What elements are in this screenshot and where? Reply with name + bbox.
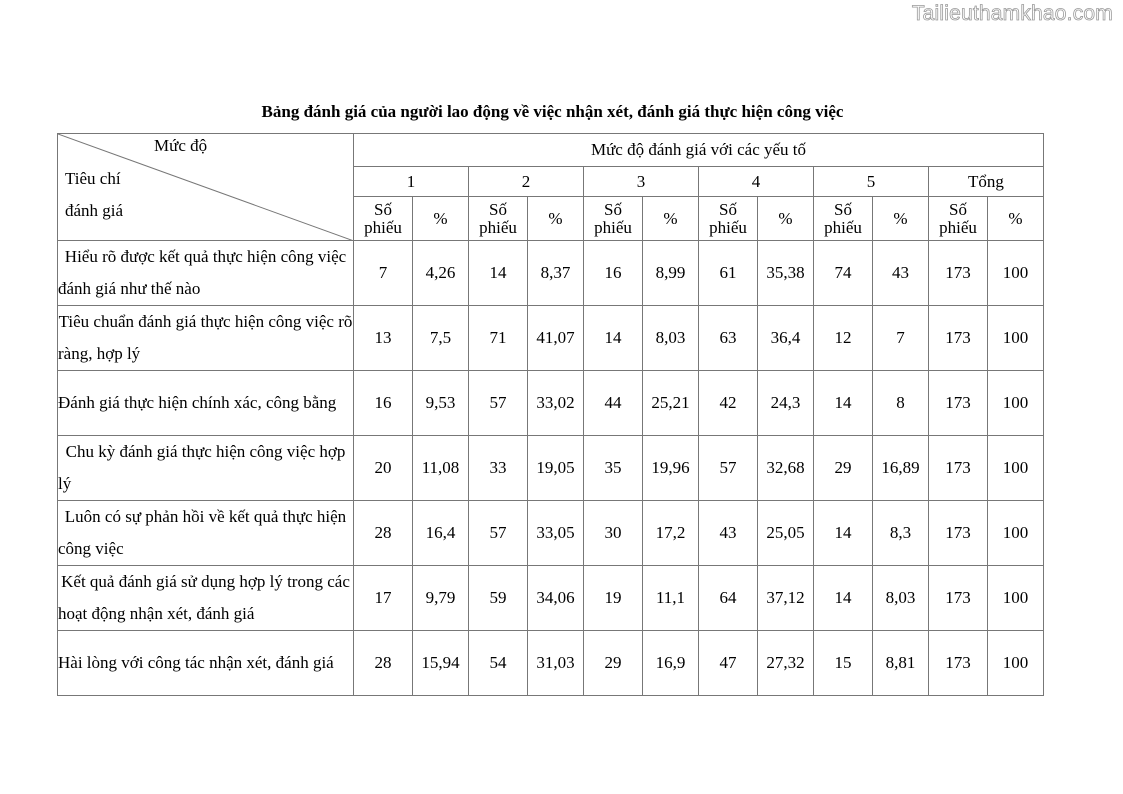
level-header-2: 2 (469, 167, 584, 197)
count-cell: 59 (469, 566, 528, 631)
percent-cell: 11,08 (413, 436, 469, 501)
percent-cell: 15,94 (413, 631, 469, 696)
level-axis-label: Mức độ (154, 136, 208, 155)
percent-cell: 100 (988, 566, 1044, 631)
count-cell: 17 (354, 566, 413, 631)
percent-cell: 4,26 (413, 241, 469, 306)
count-cell: 47 (699, 631, 758, 696)
percent-cell: 25,05 (758, 501, 814, 566)
count-cell: 54 (469, 631, 528, 696)
count-cell: 57 (699, 436, 758, 501)
count-cell: 20 (354, 436, 413, 501)
percent-cell: 8,03 (643, 306, 699, 371)
percent-cell: 33,02 (528, 371, 584, 436)
count-subheader-line1: Số (489, 199, 507, 219)
count-subheader (584, 197, 643, 241)
count-cell: 173 (929, 501, 988, 566)
percent-subheader: % (643, 197, 699, 241)
count-cell: 35 (584, 436, 643, 501)
percent-cell: 100 (988, 501, 1044, 566)
count-cell: 173 (929, 371, 988, 436)
count-cell: 16 (584, 241, 643, 306)
count-cell: 14 (814, 371, 873, 436)
count-subheader-line1: Số (834, 199, 852, 219)
count-subheader-line2: phiếu (364, 217, 402, 237)
count-subheader (929, 197, 988, 241)
table-title: Bảng đánh giá của người lao động về việc nhận xét, đánh giá thực hiện công việc (261, 102, 844, 121)
count-subheader-line2: phiếu (939, 217, 977, 237)
count-cell: 29 (584, 631, 643, 696)
count-cell: 173 (929, 306, 988, 371)
count-cell: 43 (699, 501, 758, 566)
table-row (58, 436, 1044, 501)
percent-subheader: % (528, 197, 584, 241)
percent-cell: 19,96 (643, 436, 699, 501)
percent-cell: 24,3 (758, 371, 814, 436)
count-cell: 61 (699, 241, 758, 306)
count-cell: 173 (929, 436, 988, 501)
percent-cell: 35,38 (758, 241, 814, 306)
percent-cell: 36,4 (758, 306, 814, 371)
percent-cell: 31,03 (528, 631, 584, 696)
count-cell: 30 (584, 501, 643, 566)
percent-cell: 37,12 (758, 566, 814, 631)
count-subheader-line1: Số (719, 199, 737, 219)
count-cell: 42 (699, 371, 758, 436)
count-subheader-line2: phiếu (594, 217, 632, 237)
percent-cell: 100 (988, 631, 1044, 696)
level-header-1: 1 (354, 167, 469, 197)
percent-cell: 7 (873, 306, 929, 371)
count-cell: 74 (814, 241, 873, 306)
count-cell: 19 (584, 566, 643, 631)
count-cell: 29 (814, 436, 873, 501)
count-cell: 64 (699, 566, 758, 631)
count-subheader-line1: Số (604, 199, 622, 219)
percent-cell: 8,03 (873, 566, 929, 631)
count-subheader (469, 197, 528, 241)
percent-cell: 17,2 (643, 501, 699, 566)
percent-cell: 8,99 (643, 241, 699, 306)
criteria-axis-label-line1: Tiêu chí (65, 169, 121, 188)
count-subheader-line2: phiếu (479, 217, 517, 237)
count-subheader (354, 197, 413, 241)
group-header: Mức độ đánh giá với các yếu tố (354, 134, 1044, 167)
percent-cell: 25,21 (643, 371, 699, 436)
watermark: Tailieuthamkhao.com (911, 2, 1113, 25)
table-row (58, 631, 1044, 696)
percent-cell: 34,06 (528, 566, 584, 631)
count-cell: 13 (354, 306, 413, 371)
percent-cell: 8,3 (873, 501, 929, 566)
percent-cell: 27,32 (758, 631, 814, 696)
percent-cell: 33,05 (528, 501, 584, 566)
count-cell: 28 (354, 631, 413, 696)
percent-cell: 8,37 (528, 241, 584, 306)
percent-cell: 9,79 (413, 566, 469, 631)
percent-cell: 9,53 (413, 371, 469, 436)
diagonal-header-cell (58, 134, 354, 241)
count-cell: 44 (584, 371, 643, 436)
percent-cell: 100 (988, 306, 1044, 371)
table-row (58, 566, 1044, 631)
percent-subheader: % (758, 197, 814, 241)
percent-cell: 8 (873, 371, 929, 436)
count-cell: 173 (929, 631, 988, 696)
percent-cell: 32,68 (758, 436, 814, 501)
level-header-4: 4 (699, 167, 814, 197)
percent-cell: 100 (988, 241, 1044, 306)
criterion-cell: Tiêu chuẩn đánh giá thực hiện công việc rõ ràng, hợp lý (58, 306, 354, 371)
count-subheader-line2: phiếu (824, 217, 862, 237)
percent-cell: 100 (988, 436, 1044, 501)
percent-subheader: % (413, 197, 469, 241)
count-subheader (699, 197, 758, 241)
count-cell: 33 (469, 436, 528, 501)
table-row (58, 371, 1044, 436)
count-cell: 57 (469, 371, 528, 436)
percent-cell: 100 (988, 371, 1044, 436)
criterion-cell: Kết quả đánh giá sử dụng hợp lý trong các hoạt động nhận xét, đánh giá (58, 566, 354, 631)
percent-cell: 43 (873, 241, 929, 306)
count-cell: 173 (929, 241, 988, 306)
percent-cell: 16,89 (873, 436, 929, 501)
count-subheader (814, 197, 873, 241)
percent-cell: 19,05 (528, 436, 584, 501)
count-cell: 12 (814, 306, 873, 371)
criterion-cell: Luôn có sự phản hồi về kết quả thực hiện công việc (58, 501, 354, 566)
count-cell: 63 (699, 306, 758, 371)
percent-cell: 11,1 (643, 566, 699, 631)
percent-cell: 7,5 (413, 306, 469, 371)
percent-cell: 16,4 (413, 501, 469, 566)
count-cell: 14 (814, 501, 873, 566)
percent-cell: 8,81 (873, 631, 929, 696)
count-subheader-line2: phiếu (709, 217, 747, 237)
criterion-cell: Hiểu rõ được kết quả thực hiện công việc đánh giá như thế nào (58, 241, 354, 306)
count-cell: 15 (814, 631, 873, 696)
count-cell: 71 (469, 306, 528, 371)
count-cell: 14 (469, 241, 528, 306)
criterion-cell: Hài lòng với công tác nhận xét, đánh giá (58, 631, 354, 696)
count-cell: 28 (354, 501, 413, 566)
table-row (58, 241, 1044, 306)
percent-subheader: % (988, 197, 1044, 241)
count-cell: 14 (814, 566, 873, 631)
level-header-total: Tổng (929, 167, 1044, 197)
criterion-cell: Chu kỳ đánh giá thực hiện công việc hợp lý (58, 436, 354, 501)
evaluation-table (57, 133, 1044, 696)
count-cell: 173 (929, 566, 988, 631)
count-cell: 14 (584, 306, 643, 371)
table-row (58, 501, 1044, 566)
count-cell: 16 (354, 371, 413, 436)
percent-cell: 16,9 (643, 631, 699, 696)
count-cell: 57 (469, 501, 528, 566)
count-subheader-line1: Số (949, 199, 967, 219)
count-cell: 7 (354, 241, 413, 306)
level-header-5: 5 (814, 167, 929, 197)
count-subheader-line1: Số (374, 199, 392, 219)
criteria-axis-label-line2: đánh giá (65, 201, 124, 220)
percent-subheader: % (873, 197, 929, 241)
table-row (58, 306, 1044, 371)
percent-cell: 41,07 (528, 306, 584, 371)
criterion-cell: Đánh giá thực hiện chính xác, công bằng (58, 371, 354, 436)
level-header-3: 3 (584, 167, 699, 197)
